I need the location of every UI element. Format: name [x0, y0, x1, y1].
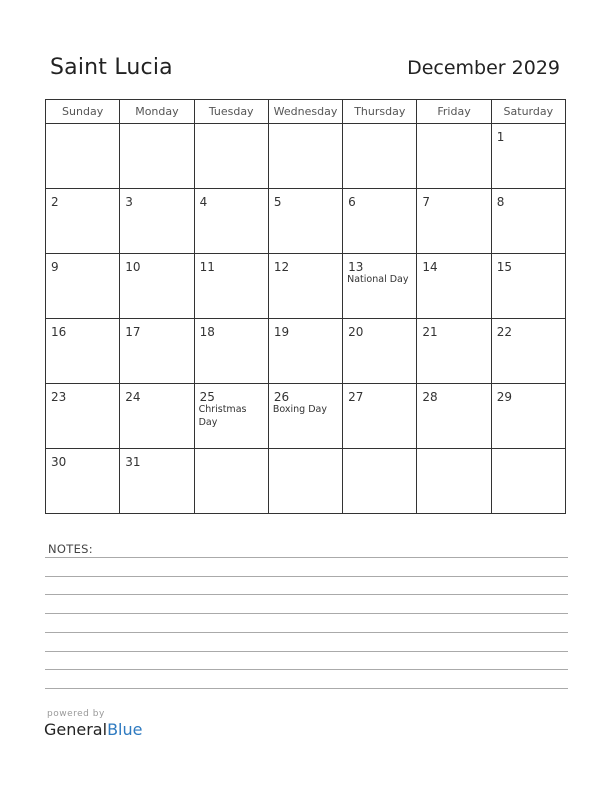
day-cell — [491, 384, 565, 449]
day-cell — [268, 254, 342, 319]
day-number: 20 — [348, 325, 364, 339]
day-cell — [194, 254, 268, 319]
day-number: 30 — [51, 455, 67, 469]
day-cell — [268, 449, 342, 514]
day-number: 18 — [199, 325, 215, 339]
day-number: 10 — [125, 260, 141, 274]
note-line — [45, 576, 568, 577]
day-cell — [120, 254, 194, 319]
month-year-title: December 2029 — [407, 57, 560, 79]
day-number — [343, 124, 416, 131]
day-cell — [194, 449, 268, 514]
day-number: 24 — [125, 390, 141, 404]
brand-logo[interactable] — [44, 720, 142, 739]
day-number — [417, 124, 490, 131]
note-line — [45, 557, 568, 558]
day-number: 25 — [199, 390, 215, 404]
day-cell — [343, 319, 417, 384]
day-cell — [417, 449, 491, 514]
day-number: 29 — [496, 390, 512, 404]
day-cell — [417, 124, 491, 189]
week-row — [46, 124, 566, 189]
day-cell — [194, 384, 268, 449]
week-row — [46, 319, 566, 384]
day-cell — [268, 319, 342, 384]
day-cell — [343, 189, 417, 254]
holiday-label: National Day — [347, 274, 409, 285]
day-cell — [417, 189, 491, 254]
day-number: 22 — [496, 325, 512, 339]
day-number — [195, 449, 268, 456]
calendar-body — [46, 124, 566, 514]
brand-logo-blue: Blue — [107, 720, 143, 739]
day-number — [46, 124, 119, 131]
week-row — [46, 449, 566, 514]
note-line — [45, 669, 568, 670]
day-number — [195, 124, 268, 131]
day-cell — [417, 319, 491, 384]
notes-label: NOTES: — [48, 542, 93, 556]
day-cell — [343, 124, 417, 189]
day-number: 26 — [273, 390, 290, 404]
weekday-header-row — [46, 100, 566, 124]
day-cell — [194, 189, 268, 254]
day-number: 5 — [273, 195, 282, 209]
week-row — [46, 189, 566, 254]
day-cell — [46, 254, 120, 319]
country-title: Saint Lucia — [50, 55, 173, 80]
day-number — [417, 449, 490, 456]
day-cell — [417, 254, 491, 319]
day-number: 9 — [51, 260, 59, 274]
note-line — [45, 688, 568, 689]
day-cell — [194, 124, 268, 189]
weekday-header: Monday — [120, 100, 194, 124]
weekday-header: Sunday — [46, 100, 120, 124]
day-number: 4 — [199, 195, 208, 209]
weekday-header: Wednesday — [268, 100, 342, 124]
weekday-header: Saturday — [491, 100, 565, 124]
note-line — [45, 651, 568, 652]
day-cell — [268, 189, 342, 254]
day-number: 16 — [51, 325, 67, 339]
week-row — [46, 384, 566, 449]
week-row — [46, 254, 566, 319]
holiday-label: Boxing Day — [272, 404, 327, 415]
day-cell — [491, 449, 565, 514]
note-line — [45, 632, 568, 633]
day-number: 23 — [51, 390, 67, 404]
day-cell — [120, 124, 194, 189]
weekday-header: Tuesday — [194, 100, 268, 124]
day-number: 15 — [496, 260, 512, 274]
note-line — [45, 594, 568, 595]
day-cell — [120, 449, 194, 514]
day-cell — [491, 254, 565, 319]
day-cell — [268, 124, 342, 189]
day-cell — [194, 319, 268, 384]
day-number — [343, 449, 416, 456]
day-cell — [343, 449, 417, 514]
day-cell — [46, 449, 120, 514]
day-number: 2 — [51, 195, 59, 209]
day-number: 31 — [125, 455, 141, 469]
holiday-label: Christmas Day — [198, 404, 247, 428]
day-number — [269, 124, 342, 131]
day-number: 27 — [348, 390, 364, 404]
day-cell — [491, 124, 565, 189]
day-cell — [120, 384, 194, 449]
day-number: 14 — [422, 260, 438, 274]
day-number: 1 — [496, 130, 505, 144]
brand-logo-general: General — [44, 720, 108, 739]
day-cell — [46, 124, 120, 189]
weekday-header: Thursday — [343, 100, 417, 124]
note-line — [45, 613, 568, 614]
day-cell — [343, 384, 417, 449]
powered-by-text: powered by — [47, 709, 105, 719]
day-cell — [343, 254, 417, 319]
day-number: 7 — [422, 195, 431, 209]
day-number: 6 — [348, 195, 356, 209]
day-number: 28 — [422, 390, 438, 404]
day-number: 8 — [496, 195, 505, 209]
day-number — [492, 449, 565, 456]
day-number: 13 — [348, 260, 364, 274]
day-number: 12 — [273, 260, 290, 274]
day-cell — [491, 319, 565, 384]
day-cell — [46, 189, 120, 254]
day-number: 19 — [273, 325, 290, 339]
day-number: 3 — [125, 195, 133, 209]
day-number: 17 — [125, 325, 141, 339]
day-number: 21 — [422, 325, 438, 339]
day-cell — [46, 384, 120, 449]
day-number — [269, 449, 342, 456]
day-cell — [491, 189, 565, 254]
day-cell — [120, 319, 194, 384]
calendar-grid — [45, 99, 566, 514]
day-cell — [417, 384, 491, 449]
day-cell — [268, 384, 342, 449]
day-number: 11 — [199, 260, 215, 274]
day-cell — [46, 319, 120, 384]
day-cell — [120, 189, 194, 254]
day-number — [120, 124, 193, 131]
weekday-header: Friday — [417, 100, 491, 124]
